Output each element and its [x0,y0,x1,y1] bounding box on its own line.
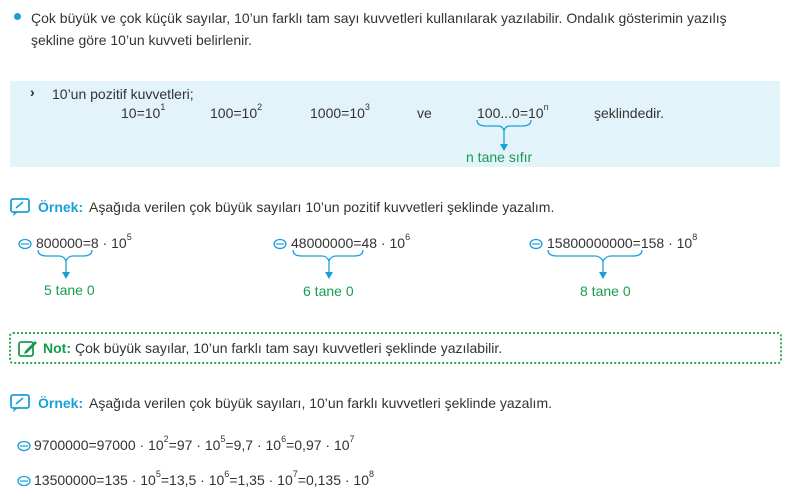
speech-bubble-icon [10,394,32,412]
edit-note-icon [18,339,38,357]
example1-text: Aşağıda verilen çok büyük sayıları 10’un pozitif kuvvetleri şeklinde yazalım. [89,199,555,215]
info-suffix: şeklindedir. [594,105,665,121]
info-eq-3: $1000=10^3$ [310,102,370,121]
example2-line-1: $9700000=97000 \cdot 10^2=97 \cdot 10^5=9,7 \cdot 10^6=0,97 \cdot 10^7$ [34,434,355,453]
example1-label: Örnek: [38,199,84,215]
example1-item-3-label: 8 tane 0 [580,283,631,299]
note-label: Not: [43,340,71,356]
example1-item-3: $15800000000=158 \cdot 10^8$ [547,232,698,251]
info-eq-1: $10=10^1$ [121,102,166,121]
pencil-bullet-icon [273,238,287,250]
example1-item-2-label: 6 tane 0 [303,283,354,299]
example1-item-1: $800000=8 \cdot 10^5$ [36,232,132,251]
brace-arrow-icon [290,248,366,284]
example2-text: Aşağıda verilen çok büyük sayıları, 10’un farklı kuvvetleri şeklinde yazalım. [89,395,552,411]
info-connector: ve [417,105,432,121]
info-title: 10’un pozitif kuvvetleri; [52,86,194,102]
example1-item-1-label: 5 tane 0 [44,282,95,298]
note-text: Çok büyük sayılar, 10’un farklı tam sayı kuvvetleri şeklinde yazılabilir. [75,340,503,356]
brace-arrow-icon [35,248,95,284]
chevron-right-icon: › [30,84,35,100]
speech-bubble-icon [10,198,32,216]
info-eq-4: $100...0=10^n$ [477,102,549,121]
pencil-bullet-icon [17,440,31,452]
example2-line-2: $13500000=135 \cdot 10^5=13,5 \cdot 10^6=1,35 \cdot 10^7=0,135 \cdot 10^8$ [34,469,375,488]
intro-text: Çok büyük ve çok küçük sayılar, 10’un farklı tam sayı kuvvetleri kullanılarak yazılabilir. Ondalık gösterimin yazılış şekline göre 10’un kuvveti belirlenir. [31,10,727,48]
pencil-bullet-icon [17,475,31,487]
bullet-icon [14,13,21,20]
pencil-bullet-icon [529,238,543,250]
info-brace-label: n tane sıfır [466,149,533,165]
pencil-bullet-icon [18,238,32,250]
example1-item-2: $48000000=48 \cdot 10^6$ [291,232,411,251]
info-eq-2: $100=10^2$ [210,102,263,121]
brace-arrow-icon [545,248,645,284]
example2-label: Örnek: [38,395,84,411]
